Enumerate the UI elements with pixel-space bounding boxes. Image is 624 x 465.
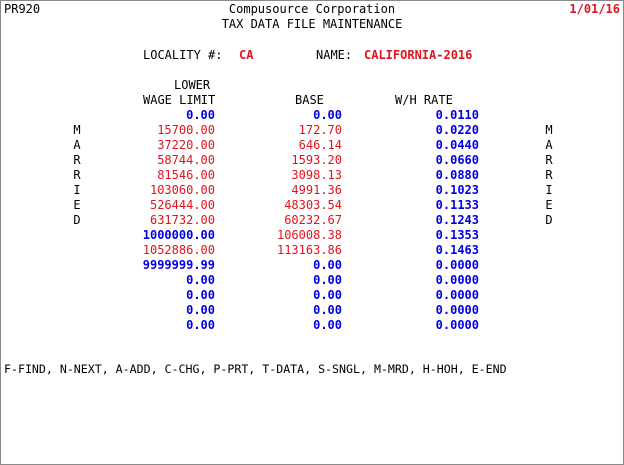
current-date: 1/01/16 <box>569 2 620 16</box>
wage-limit-field[interactable]: 15700.00 <box>157 123 215 137</box>
company-name: Compusource Corporation <box>228 2 396 16</box>
rate-field[interactable]: 0.0000 <box>435 258 479 272</box>
program-id: PR920 <box>4 2 41 16</box>
side-letter-left: E <box>73 198 81 212</box>
wage-limit-field[interactable]: 0.00 <box>186 108 215 122</box>
rate-field[interactable]: 0.1463 <box>435 243 479 257</box>
base-field[interactable]: 0.00 <box>313 303 342 317</box>
rate-field[interactable]: 0.1133 <box>435 198 479 212</box>
base-field[interactable]: 106008.38 <box>276 228 342 242</box>
side-letter-right: E <box>545 198 553 212</box>
col-header-wh-rate: W/H RATE <box>395 93 453 107</box>
locality-label: LOCALITY #: <box>143 48 223 62</box>
base-field[interactable]: 0.00 <box>313 288 342 302</box>
rate-field[interactable]: 0.0000 <box>435 288 479 302</box>
base-field[interactable]: 0.00 <box>313 318 342 332</box>
col-header-base: BASE <box>295 93 324 107</box>
base-field[interactable]: 0.00 <box>313 108 342 122</box>
wage-limit-field[interactable]: 58744.00 <box>157 153 215 167</box>
command-menu[interactable]: F-FIND, N-NEXT, A-ADD, C-CHG, P-PRT, T-DATA, S-SNGL, M-MRD, H-HOH, E-END <box>4 362 507 376</box>
wage-limit-field[interactable]: 9999999.99 <box>142 258 215 272</box>
rate-field[interactable]: 0.0440 <box>435 138 479 152</box>
rate-field[interactable]: 0.0000 <box>435 318 479 332</box>
wage-limit-field[interactable]: 0.00 <box>186 273 215 287</box>
wage-limit-field[interactable]: 631732.00 <box>149 213 215 227</box>
screen-title: TAX DATA FILE MAINTENANCE <box>221 17 403 31</box>
locality-name-field[interactable]: CALIFORNIA-2016 <box>364 48 473 62</box>
rate-field[interactable]: 0.0000 <box>435 273 479 287</box>
side-letter-right: I <box>545 183 553 197</box>
locality-name-label: NAME: <box>316 48 353 62</box>
base-field[interactable]: 0.00 <box>313 273 342 287</box>
base-field[interactable]: 4991.36 <box>291 183 342 197</box>
rate-field[interactable]: 0.0000 <box>435 303 479 317</box>
side-letter-left: R <box>73 153 81 167</box>
base-field[interactable]: 113163.86 <box>276 243 342 257</box>
locality-code-field[interactable]: CA <box>239 48 254 62</box>
side-letter-right: A <box>545 138 553 152</box>
wage-limit-field[interactable]: 0.00 <box>186 303 215 317</box>
rate-field[interactable]: 0.0660 <box>435 153 479 167</box>
side-letter-left: A <box>73 138 81 152</box>
side-letter-left: R <box>73 168 81 182</box>
side-letter-left: I <box>73 183 81 197</box>
rate-field[interactable]: 0.0110 <box>435 108 479 122</box>
side-letter-right: D <box>545 213 553 227</box>
side-letter-left: M <box>73 123 81 137</box>
side-letter-right: M <box>545 123 553 137</box>
wage-limit-field[interactable]: 37220.00 <box>157 138 215 152</box>
wage-limit-field[interactable]: 0.00 <box>186 288 215 302</box>
side-letter-right: R <box>545 168 553 182</box>
rate-field[interactable]: 0.0880 <box>435 168 479 182</box>
wage-limit-field[interactable]: 0.00 <box>186 318 215 332</box>
rate-field[interactable]: 0.1243 <box>435 213 479 227</box>
base-field[interactable]: 3098.13 <box>291 168 342 182</box>
base-field[interactable]: 646.14 <box>298 138 342 152</box>
col-header-lower: LOWER <box>174 78 211 92</box>
base-field[interactable]: 60232.67 <box>284 213 342 227</box>
wage-limit-field[interactable]: 81546.00 <box>157 168 215 182</box>
rate-field[interactable]: 0.1023 <box>435 183 479 197</box>
base-field[interactable]: 1593.20 <box>291 153 342 167</box>
base-field[interactable]: 172.70 <box>298 123 342 137</box>
side-letter-right: R <box>545 153 553 167</box>
rate-field[interactable]: 0.0220 <box>435 123 479 137</box>
side-letter-left: D <box>73 213 81 227</box>
rate-field[interactable]: 0.1353 <box>435 228 479 242</box>
wage-limit-field[interactable]: 103060.00 <box>149 183 215 197</box>
base-field[interactable]: 0.00 <box>313 258 342 272</box>
base-field[interactable]: 48303.54 <box>284 198 342 212</box>
wage-limit-field[interactable]: 1000000.00 <box>142 228 215 242</box>
wage-limit-field[interactable]: 526444.00 <box>149 198 215 212</box>
wage-limit-field[interactable]: 1052886.00 <box>142 243 215 257</box>
col-header-wage-limit: WAGE LIMIT <box>143 93 216 107</box>
